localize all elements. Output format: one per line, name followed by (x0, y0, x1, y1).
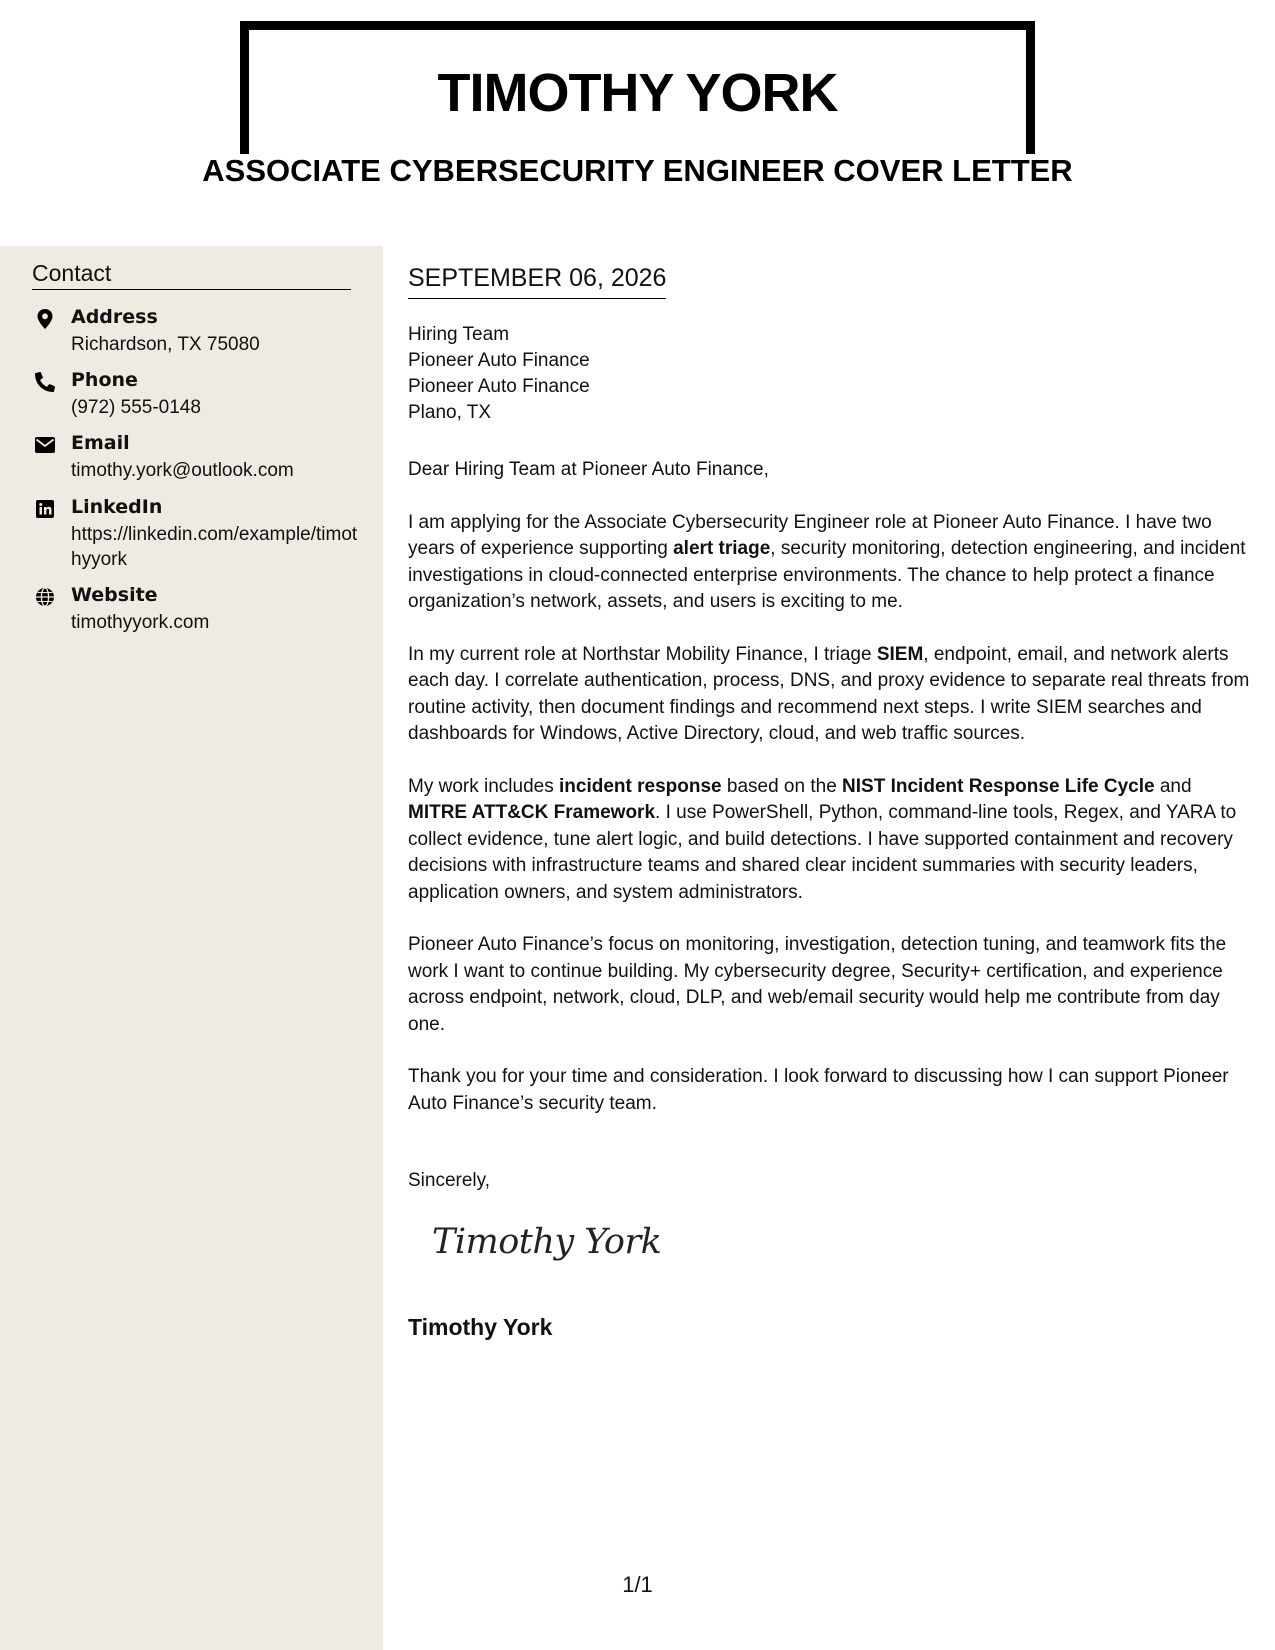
body-paragraph-4: Pioneer Auto Finance’s focus on monitoring, investigation, detection tuning, and teamwork fits the work I want to continue building. My cybersecurity degree, Security+ certification, and experience across endpoint, network, cloud, DLP, and web/email security would help me contribute from day one. (408, 934, 1227, 1035)
map-pin-icon (32, 308, 58, 330)
phone-icon (32, 371, 58, 393)
email-value: timothy.york@outlook.com (71, 460, 294, 481)
phone-label: Phone (71, 369, 138, 391)
salutation: Dear Hiring Team at Pioneer Auto Finance, (408, 459, 769, 480)
sidebar (0, 246, 383, 1650)
phone-value: (972) 555-0148 (71, 397, 201, 418)
address-value: Richardson, TX 75080 (71, 334, 260, 355)
body-paragraph-3: My work includes incident response based on the NIST Incident Response Life Cycle and MITRE ATT&CK Framework. I use PowerShell, Python, command-line tools, Regex, and YARA to collect evidence, tune alert logic, and build detections. I have supported containment and recovery decisions with infrastructure teams and shared clear incident summaries with security leaders, application owners, and system administrators. (408, 775, 1237, 903)
address-label: Address (71, 306, 158, 328)
website-label: Website (71, 584, 158, 606)
document-title: ASSOCIATE CYBERSECURITY ENGINEER COVER LETTER (202, 153, 1073, 188)
recipient-line: Hiring Team (408, 324, 510, 345)
body-paragraph-1: I am applying for the Associate Cybersecurity Engineer role at Pioneer Auto Finance. I have two years of experience supporting alert triage, security monitoring, detection engineering, and incident investigations in cloud-connected enterprise environments. The chance to help protect a finance organization’s network, assets, and users is exciting to me. (408, 511, 1246, 612)
envelope-icon (32, 434, 58, 456)
page-number: 1/1 (622, 1572, 653, 1597)
contact-heading: Contact (32, 260, 351, 290)
letter-date: SEPTEMBER 06, 2026 (408, 264, 666, 299)
applicant-name: TIMOTHY YORK (437, 63, 838, 123)
recipient-line: Pioneer Auto Finance (408, 376, 590, 397)
globe-icon (32, 586, 58, 608)
body-paragraph-5: Thank you for your time and consideration. I look forward to discussing how I can support Pioneer Auto Finance’s security team. (408, 1066, 1229, 1114)
email-label: Email (71, 432, 130, 454)
letter-body (408, 457, 1253, 1143)
linkedin-value[interactable]: https://linkedin.com/example/timothyyork (71, 524, 358, 570)
linkedin-icon (32, 498, 58, 520)
body-paragraph-2: In my current role at Northstar Mobility Finance, I triage SIEM, endpoint, email, and network alerts each day. I correlate authentication, process, DNS, and proxy evidence to separate real threats from routine activity, then document findings and recommend next steps. I write SIEM searches and dashboards for Windows, Active Directory, cloud, and web traffic sources. (408, 643, 1250, 744)
linkedin-label: LinkedIn (71, 496, 163, 518)
recipient-line: Plano, TX (408, 402, 492, 423)
recipient-line: Pioneer Auto Finance (408, 350, 590, 371)
closing: Sincerely, (408, 1170, 491, 1191)
recipient-address (408, 322, 590, 426)
signature-image: Timothy York (432, 1222, 662, 1262)
website-value[interactable]: timothyyork.com (71, 612, 210, 633)
signer-name: Timothy York (408, 1314, 553, 1340)
